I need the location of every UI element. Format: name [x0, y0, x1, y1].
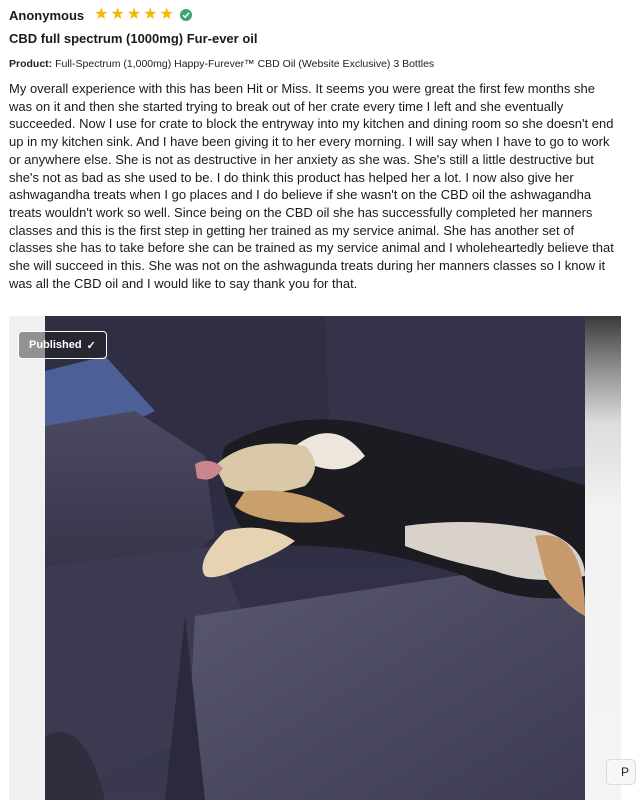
- review-body: My overall experience with this has been Hit or Miss. It seems you were great the first few months she was on it and then she started trying to break out of her crate every time I left and she eventually succeeded. Now I use for crate to block the entryway into my kitchen and dining room so she doesn't end up in my kitchen sink. And I have been giving it to her every morning. I will say when I have to go to work or anywhere else. She is not as destructive in her anxiety as she was. She's still a little destructive but she's not as bad as she used to be. I do think this product has helped her a lot. I now also give her ashwagandha treats when I go places and I do believe if she wasn't on the CBD oil the ashwagandha treats wouldn't work so well. Since being on the CBD oil she has successfully completed her manners classes and this is the first step in getting her trained as my service animal. She has another set of classes she has to take before she can be trained as my service animal and I wholeheartedly believe that she will succeed in this. She was not on the ashwagunda treats during her manners classes so I know it was all the CBD oil and I would like to say thank you for that.: [9, 81, 614, 291]
- star-icon: ★: [159, 6, 174, 23]
- star-icon: ★: [110, 6, 125, 23]
- review-author: Anonymous: [9, 7, 85, 23]
- product-line: [9, 58, 434, 70]
- review-title: CBD full spectrum (1000mg) Fur-ever oil: [9, 31, 258, 46]
- published-status-badge[interactable]: [18, 331, 107, 359]
- review-photo[interactable]: [45, 316, 585, 800]
- review-header: [9, 7, 192, 23]
- check-icon: ✓: [86, 339, 96, 352]
- star-icon: ★: [126, 6, 142, 23]
- dog-on-couch-photo: [45, 316, 585, 800]
- verified-badge-icon: [180, 9, 192, 21]
- product-label: Product:: [9, 58, 53, 70]
- star-rating: [94, 7, 176, 23]
- published-label: Published: [29, 339, 82, 351]
- star-icon: ★: [143, 6, 158, 23]
- review-media[interactable]: [9, 316, 621, 800]
- side-tab-button[interactable]: [606, 759, 636, 785]
- side-tab-label: P: [621, 765, 630, 779]
- media-edge-fade: [585, 316, 621, 800]
- product-name: Full-Spectrum (1,000mg) Happy-Furever™ CBD Oil (Website Exclusive) 3 Bottles: [55, 58, 435, 70]
- star-icon: ★: [94, 6, 109, 23]
